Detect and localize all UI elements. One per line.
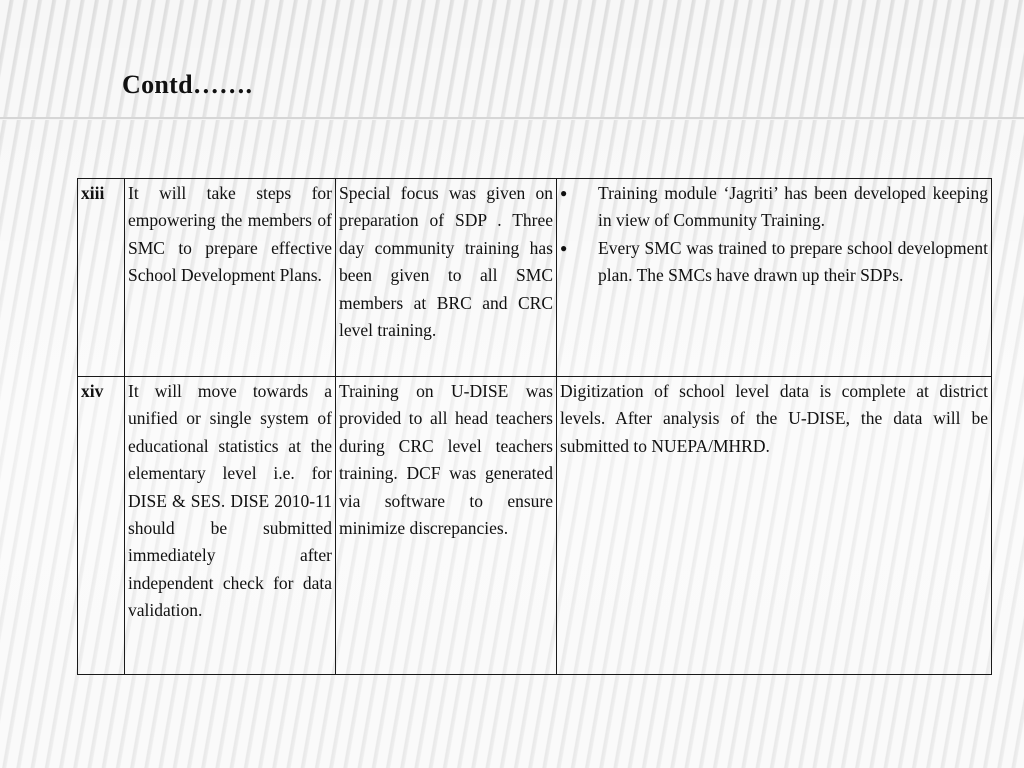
list-item xyxy=(560,235,988,290)
list-item xyxy=(560,180,988,235)
bullet-dot-icon: ● xyxy=(560,240,568,255)
progress-table xyxy=(77,178,992,675)
status-cell xyxy=(557,179,992,377)
commitment-cell: It will take steps for empowering the members of SMC to prepare effective School Development Plans. xyxy=(125,179,336,377)
status-bullet-list xyxy=(560,180,988,290)
table-row xyxy=(78,179,992,377)
title-divider xyxy=(0,117,1024,120)
action-cell: Special focus was given on preparation of SDP . Three day community training has been given to all SMC members at BRC and CRC level training. xyxy=(336,179,557,377)
table-row xyxy=(78,377,992,675)
status-cell: Digitization of school level data is complete at district levels. After analysis of the U-DISE, the data will be submitted to NUEPA/MHRD. xyxy=(557,377,992,675)
list-item-text: Training module ‘Jagriti’ has been developed keeping in view of Community Training. xyxy=(598,183,988,231)
action-cell: Training on U-DISE was provided to all head teachers during CRC level teachers training. DCF was generated via software to ensure minimize discrepancies. xyxy=(336,377,557,675)
commitment-cell: It will move towards a unified or single system of educational statistics at the elementary level i.e. for DISE & SES. DISE 2010-11 should be submitted immediately after independent check for data validation. xyxy=(125,377,336,675)
page-title: Contd……. xyxy=(122,70,253,99)
row-number: xiv xyxy=(78,377,125,675)
row-number: xiii xyxy=(78,179,125,377)
list-item-text: Every SMC was trained to prepare school development plan. The SMCs have drawn up their SDPs. xyxy=(598,237,988,286)
bullet-dot-icon: ● xyxy=(560,186,568,200)
